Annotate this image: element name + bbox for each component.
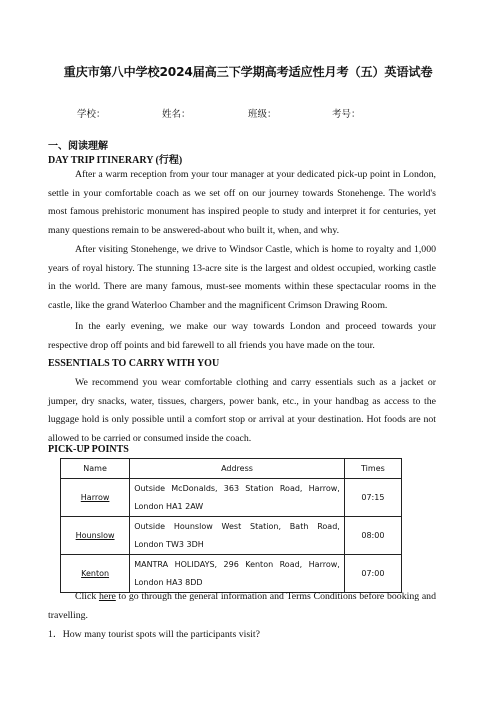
essentials-heading: ESSENTIALS TO CARRY WITH YOU bbox=[48, 358, 220, 369]
school-label: 学校： bbox=[77, 109, 106, 120]
table-header-row bbox=[61, 459, 402, 479]
exam-number-label: 考号： bbox=[332, 109, 361, 120]
header-times: Times bbox=[344, 459, 401, 479]
table-row bbox=[61, 517, 402, 555]
question-1: 1．How many tourist spots will the participants visit? bbox=[48, 629, 260, 640]
terms-paragraph: Click here to go through the general information and Terms Conditions before booking and travelling. bbox=[48, 591, 436, 621]
itinerary-heading: DAY TRIP ITINERARY (行程) bbox=[48, 155, 183, 166]
pickup-link-hounslow[interactable]: Hounslow bbox=[75, 531, 115, 540]
address-cell: Outside Hounslow West Station, Bath Road, London TW3 3DH bbox=[130, 517, 345, 555]
pickup-points-table bbox=[60, 458, 402, 593]
terms-link[interactable]: here bbox=[98, 591, 116, 602]
address-cell: MANTRA HOLIDAYS, 296 Kenton Road, Harrow, London HA3 8DD bbox=[130, 555, 345, 593]
address-cell: Outside McDonalds, 363 Station Road, Harrow, London HA1 2AW bbox=[130, 479, 345, 517]
table-row bbox=[61, 479, 402, 517]
time-cell: 08:00 bbox=[344, 517, 401, 555]
paragraph-stonehenge: After a warm reception from your tour manager at your dedicated pick-up point in London, settle in your comfortable coach as we set off on our journey towards Stonehenge. The world's most famous prehistoric monument has inspired people to study and interpret it for centuries, yet many questions remain to be answered-about who built it, when, and why. bbox=[48, 169, 436, 237]
time-cell: 07:15 bbox=[344, 479, 401, 517]
header-name: Name bbox=[61, 459, 130, 479]
paragraph-windsor: After visiting Stonehenge, we drive to Windsor Castle, which is home to royalty and 1,000 years of royal history. The stunning 13-acre site is the largest and oldest occupied, working castle in the world. There are many famous, must-see moments within these spectacular rooms in the castle, like the grand Waterloo Chamber and the magnificent Crimson Drawing Room. bbox=[48, 244, 436, 312]
name-label: 姓名： bbox=[162, 109, 191, 120]
time-cell: 07:00 bbox=[344, 555, 401, 593]
class-label: 班级： bbox=[248, 109, 277, 120]
section-heading: 一、阅读理解 bbox=[48, 141, 108, 152]
exam-title: 重庆市第八中学校2024届高三下学期高考适应性月考（五）英语试卷 bbox=[63, 65, 433, 79]
pickup-heading: PICK-UP POINTS bbox=[48, 444, 129, 455]
pickup-link-harrow[interactable]: Harrow bbox=[80, 493, 110, 502]
paragraph-evening: In the early evening, we make our way towards London and proceed towards your respective drop off points and bid farewell to all friends you have made on the tour. bbox=[48, 321, 436, 351]
header-address: Address bbox=[130, 459, 345, 479]
student-info-row bbox=[0, 106, 496, 120]
pickup-link-kenton[interactable]: Kenton bbox=[81, 569, 110, 578]
paragraph-essentials: We recommend you wear comfortable clothing and carry essentials such as a jacket or jumper, dry snacks, water, tissues, chargers, power bank, etc., in your handbag as access to the luggage hold is only possible until a comfort stop or arrival at your destination. Hot foods are not allowed to be carried or consumed inside the coach. bbox=[48, 377, 436, 445]
